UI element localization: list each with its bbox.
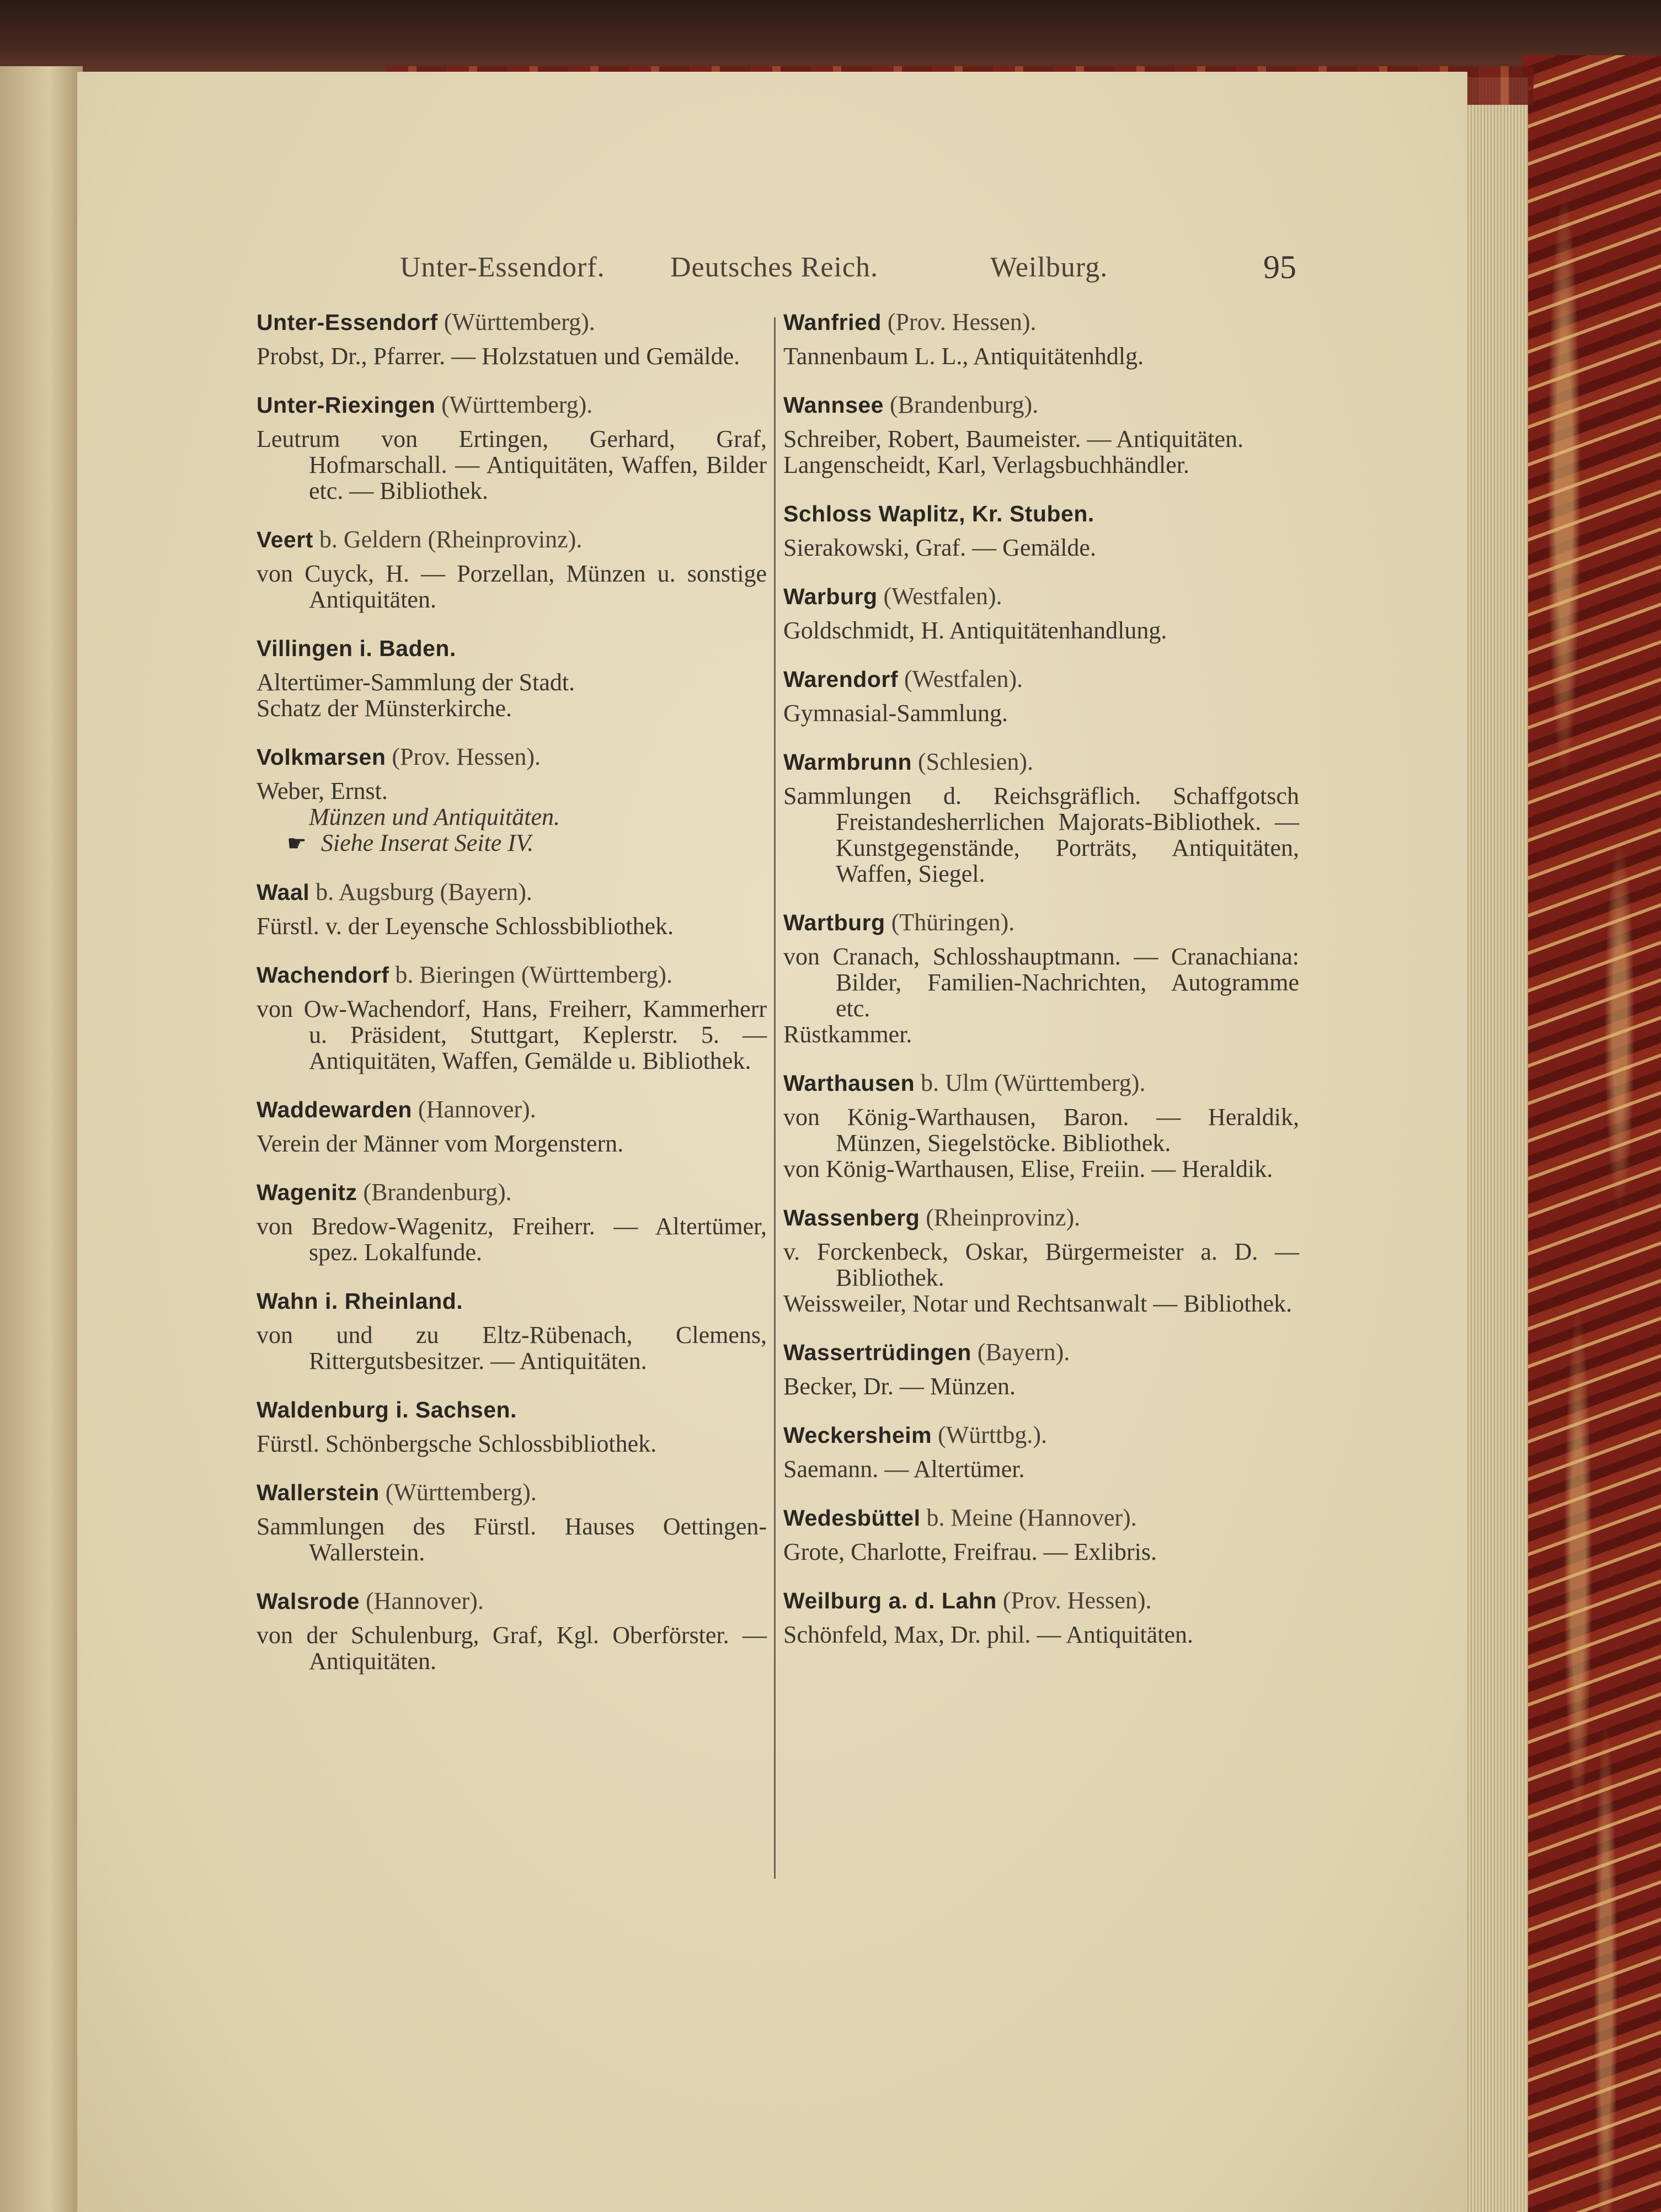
inserat-reference [257, 830, 767, 856]
place-name: Unter-Riexingen [257, 392, 436, 418]
place-name: Wallerstein [257, 1480, 380, 1505]
place-name: Warmbrunn [783, 749, 912, 775]
place-qualifier: b. Geldern (Rheinprovinz). [319, 526, 583, 553]
directory-entry [783, 309, 1299, 369]
entry-line: Sammlungen des Fürstl. Hauses Oettingen-Wallerstein. [257, 1513, 767, 1566]
entry-line: Sierakowski, Graf. — Gemälde. [783, 534, 1096, 561]
entry-heading [783, 749, 1299, 775]
place-name: Veert [257, 527, 313, 552]
directory-entry [783, 909, 1299, 1047]
entry-heading [257, 526, 767, 553]
entry-line: von und zu Eltz-Rübenach, Clemens, Rittergutsbesitzer. — Antiquitäten. [257, 1321, 767, 1374]
directory-entry [257, 1588, 767, 1674]
place-name: Weckersheim [783, 1422, 932, 1448]
inserat-text: Siehe Inserat Seite IV. [321, 829, 534, 856]
directory-entry [783, 1339, 1299, 1399]
place-qualifier: (Prov. Hessen). [887, 308, 1037, 335]
place-name: Waldenburg i. Sachsen. [257, 1397, 517, 1422]
directory-entry [783, 392, 1299, 478]
entry-heading [783, 666, 1299, 692]
directory-entry [257, 526, 767, 612]
entry-heading [257, 962, 767, 988]
entry-line: Weissweiler, Notar und Rechtsanwalt — Bibliothek. [783, 1290, 1293, 1317]
directory-entry [783, 1422, 1299, 1482]
entry-heading [783, 1505, 1299, 1531]
directory-entry [257, 392, 767, 504]
place-name: Wassertrüdingen [783, 1340, 971, 1365]
entry-line: von König-Warthausen, Elise, Freiin. — Heraldik. [783, 1155, 1273, 1182]
running-head-left: Unter-Essendorf. [400, 252, 605, 283]
running-head-right: Weilburg. [990, 252, 1108, 283]
entry-heading [783, 1070, 1299, 1096]
entry-line: Leutrum von Ertingen, Gerhard, Graf, Hofmarschall. — Antiquitäten, Waffen, Bilder etc. — Bibliothek. [257, 425, 767, 504]
entry-line: Rüstkammer. [783, 1021, 912, 1048]
entry-line: von Ow-Wachendorf, Hans, Freiherr, Kammerherr u. Präsident, Stuttgart, Keplerstr. 5. — Antiquitäten, Waffen, Gemälde u. Bibliothek. [257, 995, 767, 1074]
place-name: Warthausen [783, 1070, 915, 1096]
entry-heading [783, 1587, 1299, 1614]
place-qualifier: (Brandenburg). [363, 1179, 512, 1206]
directory-entry [257, 1479, 767, 1565]
place-name: Wedesbüttel [783, 1505, 921, 1531]
entry-heading [257, 1288, 767, 1314]
entry-line: Goldschmidt, H. Antiquitätenhandlung. [783, 617, 1167, 644]
entry-line: von Bredow-Wagenitz, Freiherr. — Altertümer, spez. Lokalfunde. [257, 1213, 767, 1266]
directory-entry [783, 749, 1299, 887]
entry-heading [257, 1588, 767, 1614]
entry-line: Becker, Dr. — Münzen. [783, 1373, 1016, 1400]
directory-entry [257, 309, 767, 369]
directory-entry [783, 1070, 1299, 1182]
entry-heading [783, 1204, 1299, 1231]
place-qualifier: (Brandenburg). [889, 391, 1039, 418]
column-divider [774, 317, 776, 1879]
directory-entry [783, 500, 1299, 561]
right-column [783, 309, 1299, 1670]
facing-page-edge [0, 66, 83, 2212]
place-qualifier: (Schlesien). [918, 748, 1033, 775]
entry-heading [257, 635, 767, 662]
entry-heading [783, 1339, 1299, 1366]
place-name: Walsrode [257, 1589, 360, 1614]
entry-line: Langenscheidt, Karl, Verlagsbuchhändler. [783, 451, 1189, 478]
place-name: Unter-Essendorf [257, 310, 438, 335]
entry-line: Saemann. — Altertümer. [783, 1456, 1025, 1483]
place-name: Wannsee [783, 392, 884, 418]
entry-heading [783, 309, 1299, 335]
entry-line: von Cuyck, H. — Porzellan, Münzen u. sonstige Antiquitäten. [257, 560, 767, 613]
advert-note: Münzen und Antiquitäten. [309, 803, 560, 830]
place-qualifier: (Württemberg). [444, 308, 595, 335]
entry-heading [257, 1179, 767, 1206]
entry-heading [257, 1397, 767, 1423]
entry-line: Tannenbaum L. L., Antiquitätenhdlg. [783, 343, 1144, 370]
entry-heading [783, 583, 1299, 610]
entry-line: Altertümer-Sammlung der Stadt. [257, 669, 575, 696]
entry-heading [257, 744, 767, 770]
entry-heading [783, 1422, 1299, 1448]
place-qualifier: b. Meine (Hannover). [926, 1504, 1137, 1531]
place-qualifier: b. Bieringen (Württemberg). [395, 961, 672, 988]
entry-heading [783, 500, 1299, 527]
entry-line: Fürstl. Schönbergsche Schlossbibliothek. [257, 1430, 657, 1457]
place-qualifier: (Westfalen). [904, 665, 1023, 692]
marbled-book-edge [1523, 55, 1661, 2212]
entry-line: Schreiber, Robert, Baumeister. — Antiquitäten. [783, 425, 1244, 452]
directory-entry [257, 635, 767, 721]
entry-heading [257, 1096, 767, 1123]
place-qualifier: (Thüringen). [891, 909, 1015, 936]
entry-heading [783, 909, 1299, 936]
directory-entry [257, 1179, 767, 1265]
entry-heading [783, 392, 1299, 418]
entry-heading [257, 309, 767, 335]
place-name: Warendorf [783, 667, 898, 692]
running-head-center: Deutsches Reich. [670, 252, 879, 283]
directory-entry [257, 1096, 767, 1156]
place-qualifier: b. Ulm (Württemberg). [921, 1069, 1146, 1096]
place-qualifier: (Württbg.). [938, 1421, 1048, 1448]
place-name: Wassenberg [783, 1205, 920, 1230]
place-qualifier: (Württemberg). [441, 391, 593, 418]
entry-line: Probst, Dr., Pfarrer. — Holzstatuen und Gemälde. [257, 343, 740, 370]
directory-entry [783, 1587, 1299, 1648]
entry-line: Sammlungen d. Reichsgräflich. Schaffgotsch Freistandesherrlichen Majorats-Bibliothek. — Kunstgegenstände, Porträts, Antiquitäten, Waffen, Siegel. [783, 782, 1299, 887]
place-qualifier: (Westfalen). [883, 583, 1002, 610]
pointing-hand-icon: ☛ [287, 831, 307, 856]
entry-line: Gymnasial-Sammlung. [783, 700, 1008, 727]
place-name: Warburg [783, 584, 878, 609]
place-qualifier: (Bayern). [977, 1339, 1070, 1366]
place-qualifier: (Hannover). [418, 1096, 536, 1123]
entry-heading [257, 879, 767, 905]
page-number: 95 [1263, 249, 1296, 285]
place-qualifier: (Prov. Hessen). [392, 743, 541, 770]
place-name: Wartburg [783, 910, 885, 935]
place-name: Wahn i. Rheinland. [257, 1288, 463, 1314]
directory-entry [257, 1288, 767, 1374]
place-name: Weilburg a. d. Lahn [783, 1588, 997, 1613]
directory-entry [783, 666, 1299, 726]
entry-line: Weber, Ernst. [257, 777, 388, 804]
directory-entry [257, 744, 767, 856]
place-qualifier: b. Augsburg (Bayern). [316, 878, 532, 905]
directory-entry [257, 962, 767, 1074]
place-name: Waddewarden [257, 1097, 412, 1122]
entry-line: Fürstl. v. der Leyensche Schlossbibliothek. [257, 913, 674, 940]
entry-heading [257, 392, 767, 418]
place-qualifier: (Rheinprovinz). [926, 1204, 1081, 1231]
entry-heading [257, 1479, 767, 1506]
directory-entry [257, 879, 767, 939]
place-qualifier: (Hannover). [366, 1587, 484, 1614]
place-name: Volkmarsen [257, 744, 386, 770]
place-name: Schloss Waplitz, Kr. Stuben. [783, 501, 1094, 526]
place-qualifier: (Prov. Hessen). [1002, 1587, 1152, 1614]
place-qualifier: (Württemberg). [385, 1479, 537, 1506]
entry-line: von der Schulenburg, Graf, Kgl. Oberförster. — Antiquitäten. [257, 1622, 767, 1675]
left-column [257, 309, 767, 1697]
entry-line: Verein der Männer vom Morgenstern. [257, 1130, 624, 1157]
entry-line: von König-Warthausen, Baron. — Heraldik, Münzen, Siegelstöcke. Bibliothek. [783, 1104, 1299, 1156]
place-name: Villingen i. Baden. [257, 636, 456, 661]
place-name: Waal [257, 880, 310, 905]
directory-entry [257, 1397, 767, 1457]
directory-entry [783, 1204, 1299, 1316]
entry-line: Schönfeld, Max, Dr. phil. — Antiquitäten. [783, 1621, 1194, 1648]
place-name: Wanfried [783, 310, 882, 335]
entry-line: von Cranach, Schlosshauptmann. — Cranachiana: Bilder, Familien-Nachrichten, Autogramme etc. [783, 943, 1299, 1022]
entry-line: Grote, Charlotte, Freifrau. — Exlibris. [783, 1538, 1157, 1565]
directory-entry [783, 1505, 1299, 1565]
place-name: Wachendorf [257, 962, 389, 988]
directory-entry [783, 583, 1299, 643]
entry-line: v. Forckenbeck, Oskar, Bürgermeister a. D. — Bibliothek. [783, 1238, 1299, 1291]
entry-line: Schatz der Münsterkirche. [257, 695, 512, 722]
place-name: Wagenitz [257, 1180, 357, 1205]
